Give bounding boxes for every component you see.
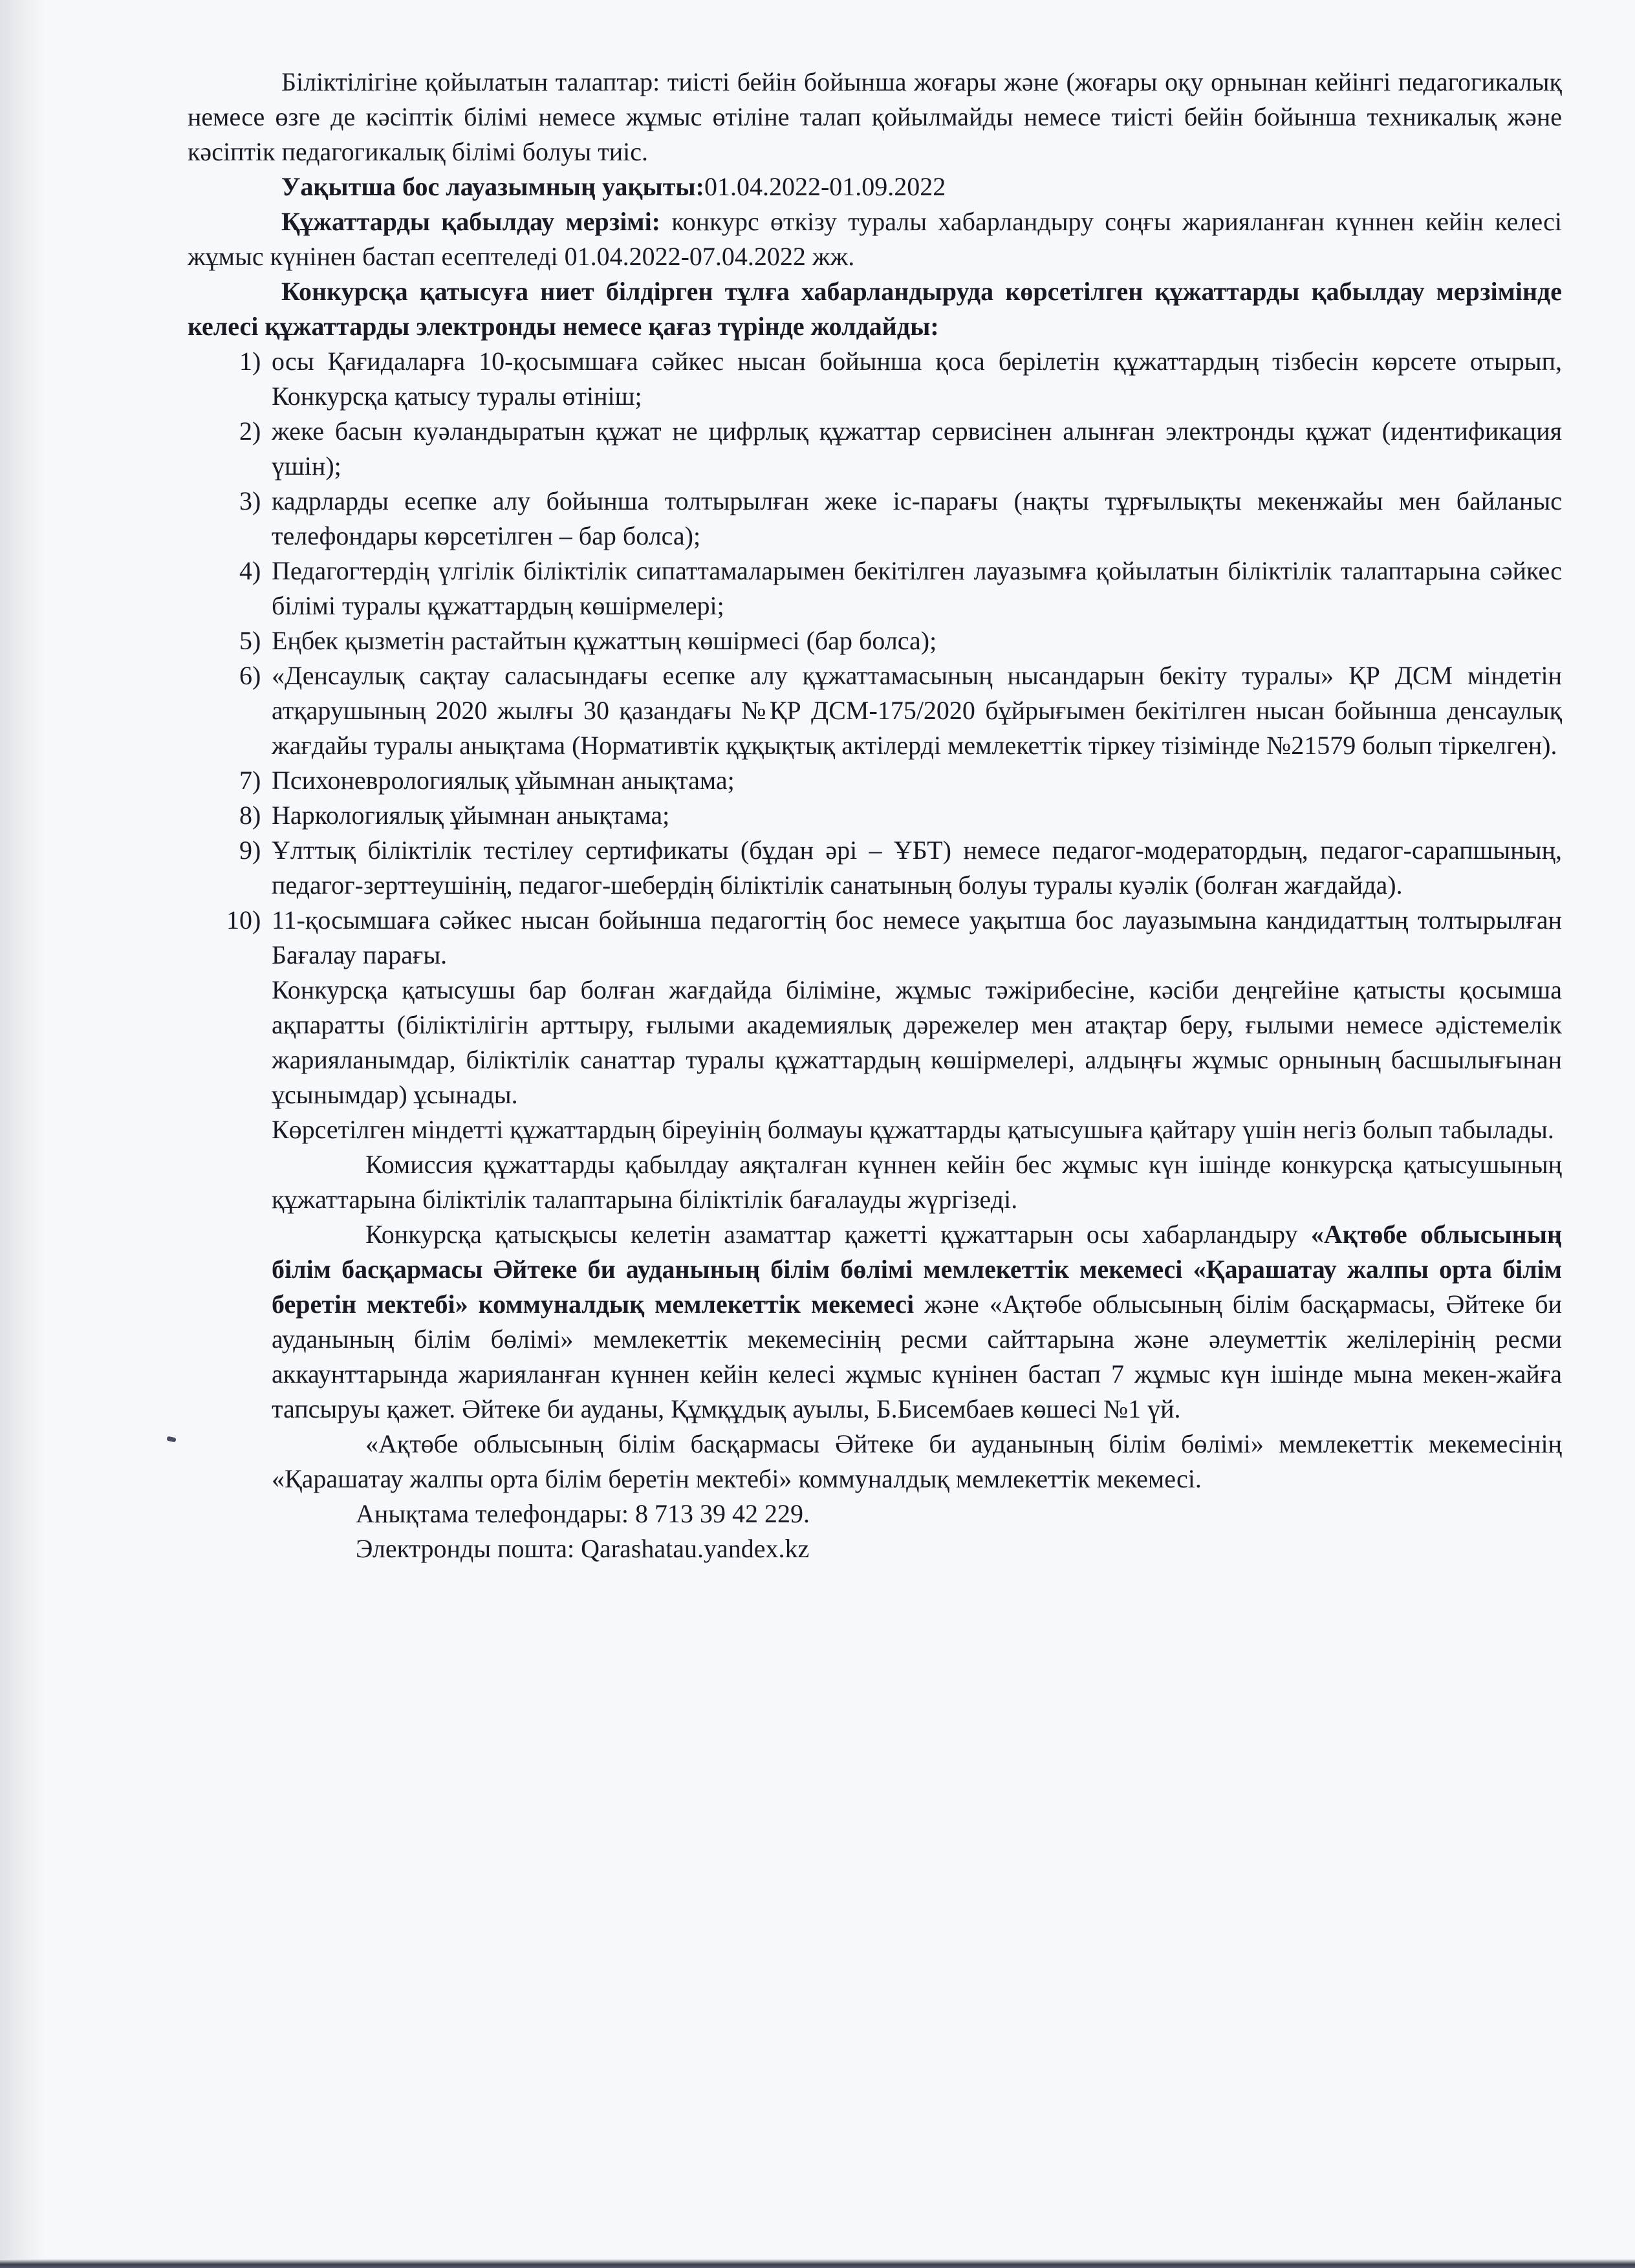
list-item-number: 7): [239, 766, 261, 795]
list-item: [188, 623, 1562, 658]
list-item: [188, 484, 1562, 554]
temporary-vacancy-period: [188, 169, 1562, 204]
list-item-number: 8): [239, 801, 261, 830]
commission-note: Комиссия құжаттарды қабылдау аяқталған күннен кейін бес жұмыс күн ішінде конкурсқа қатысушының құжаттарына біліктілік талаптарына біліктілік бағалауды жүргізеді.: [272, 1150, 1562, 1214]
submission-organization: «Ақтөбе облысының білім басқармасы Әйтеке би ауданының білім бөлімі мемлекеттік мекемесі «Қарашатау жалпы орта білім беретін мектебі» коммуналдық мемлекеттік мекемесі: [272, 1220, 1562, 1319]
list-item: [188, 554, 1562, 623]
list-item: [188, 798, 1562, 833]
documents-intro: Конкурсқа қатысуға ниет білдірген тұлға хабарландыруда көрсетілген құжаттарды қабылдау мерзімінде келесі құжаттарды электронды немесе қағаз түрінде жолдайды:: [188, 277, 1562, 341]
list-item: [188, 414, 1562, 484]
list-item-number: 9): [239, 836, 261, 865]
scan-left-edge: [0, 0, 45, 2268]
submission-text-start: Конкурсқа қатысқысы келетін азаматтар қажетті құжаттарын осы хабарландыру: [365, 1220, 1311, 1249]
list-item: [188, 833, 1562, 903]
submission-text-end: және «Ақтөбе облысының білім басқармасы, Әйтеке би ауданының білім бөлімі» мемлекеттік мекемесінің ресми сайттарына және әлеуметтік желілерінің ресми аккаунттарында жарияланған күннен кейін келесі жұмыс күнінен бастап 7 жұмыс күн ішінде мына мекен-жайға тапсыруы қажет. Әйтеке би ауданы, Құмқұдық ауылы, Б.Бисембаев көшесі №1 үй.: [272, 1290, 1562, 1423]
missing-documents-note: Көрсетілген міндетті құжаттардың біреуінің болмауы құжаттарды қатысушыға қайтару үшін негіз болып табылады.: [272, 1115, 1554, 1144]
list-item: [188, 763, 1562, 798]
temporary-vacancy-label: Уақытша бос лауазымның уақыты:: [281, 172, 704, 201]
document-deadline-label: Құжаттарды қабылдау мерзімі:: [281, 207, 661, 236]
list-item-text: осы Қағидаларға 10-қосымшаға сәйкес нысан бойынша қоса берілетін құжаттардың тізбесін көрсете отырып, Конкурсқа қатысу туралы өтініш;: [272, 347, 1562, 411]
list-item-text: кадрларды есепке алу бойынша толтырылған жеке іс-парағы (нақты тұрғылықты мекенжайы мен байланыс телефондары көрсетілген – бар болса);: [272, 486, 1562, 550]
list-item-text: Педагогтердің үлгілік біліктілік сипаттамаларымен бекітілген лауазымға қойылатын біліктілік талаптарына сәйкес білімі туралы құжаттардың көшірмелері;: [272, 556, 1562, 620]
phone-line: Анықтама телефондары: 8 713 39 42 229.: [356, 1499, 810, 1528]
list-item-text: Ұлттық біліктілік тестілеу сертификаты (бұдан әрі – ҰБТ) немесе педагог-модератордың, педагог-сарапшының, педагог-зерттеушінің, педагог-шебердің біліктілік санатының болуы туралы куәлік (болған жағдайда).: [272, 836, 1562, 900]
organization-footer: «Ақтөбе облысының білім басқармасы Әйтеке би ауданының білім бөлімі» мемлекеттік мекемесінің «Қарашатау жалпы орта білім беретін мектебі» коммуналдық мемлекеттік мекемесі.: [272, 1429, 1562, 1493]
document-page: [188, 65, 1562, 1566]
list-item-number: 3): [239, 486, 261, 515]
list-item-text: Наркологиялық ұйымнан анықтама;: [272, 801, 670, 830]
additional-info: Конкурсқа қатысушы бар болған жағдайда біліміне, жұмыс тәжірибесіне, кәсіби деңгейіне қатысты қосымша ақпаратты (біліктілігін арттыру, ғылыми академиялық дәрежелер мен атақтар беру, ғылыми немесе әдістемелік жарияланымдар, біліктілік санаттар туралы құжаттардың көшірмелері, алдыңғы жұмыс орнының басшылығынан ұсынымдар) ұсынады.: [272, 975, 1562, 1109]
scan-bottom-edge: [0, 2259, 1635, 2268]
document-deadline-value: конкурс өткізу туралы хабарландыру соңғы жарияланған күннен кейін келесі жұмыс күнінен бастап есептеледі 01.04.2022-07.04.2022 жж.: [188, 207, 1562, 271]
documents-list: [188, 344, 1562, 973]
list-item-number: 10): [226, 905, 261, 934]
list-item-text: Психоневрологиялық ұйымнан анықтама;: [272, 766, 735, 795]
list-item-number: 2): [239, 416, 261, 446]
list-item-number: 5): [239, 626, 261, 655]
temporary-vacancy-value: 01.04.2022-01.09.2022: [704, 172, 946, 201]
document-deadline: [188, 204, 1562, 274]
qualification-requirements: Біліктілігіне қойылатын талаптар: тиісті бейін бойынша жоғары және (жоғары оқу орнынан кейінгі педагогикалық немесе өзге де кәсіптік білімі немесе жұмыс өтіліне талап қойылмайды немесе тиісті бейін бойынша техникалық және кәсіптік педагогикалық білімі болуы тиіс.: [188, 67, 1562, 166]
list-item-text: Еңбек қызметін растайтын құжаттың көшірмесі (бар болса);: [272, 626, 937, 655]
list-item-number: 6): [239, 661, 261, 690]
list-item-text: жеке басын куәландыратын құжат не цифрлық құжаттар сервисінен алынған электронды құжат (идентификация үшін);: [272, 416, 1562, 481]
email-line: Электронды пошта: Qarashatau.yandex.kz: [356, 1534, 810, 1563]
list-item: [188, 903, 1562, 973]
list-item-number: 4): [239, 556, 261, 585]
list-item: [188, 658, 1562, 763]
scan-speck: [166, 1436, 176, 1443]
submission-paragraph: [188, 1217, 1562, 1427]
list-item-text: «Денсаулық сақтау саласындағы есепке алу құжаттамасының нысандарын бекіту туралы» ҚР ДСМ міндетін атқарушының 2020 жылғы 30 қазандағы №ҚР ДСМ-175/2020 бұйрығымен бекітілген нысан бойынша денсаулық жағдайы туралы анықтама (Нормативтік құқықтық актілерді мемлекеттік тіркеу тізімінде №21579 болып тіркелген).: [272, 661, 1562, 760]
list-item-number: 1): [239, 347, 261, 376]
list-item: [188, 344, 1562, 414]
list-item-text: 11-қосымшаға сәйкес нысан бойынша педагогтің бос немесе уақытша бос лауазымына кандидаттың толтырылған Бағалау парағы.: [272, 905, 1562, 969]
